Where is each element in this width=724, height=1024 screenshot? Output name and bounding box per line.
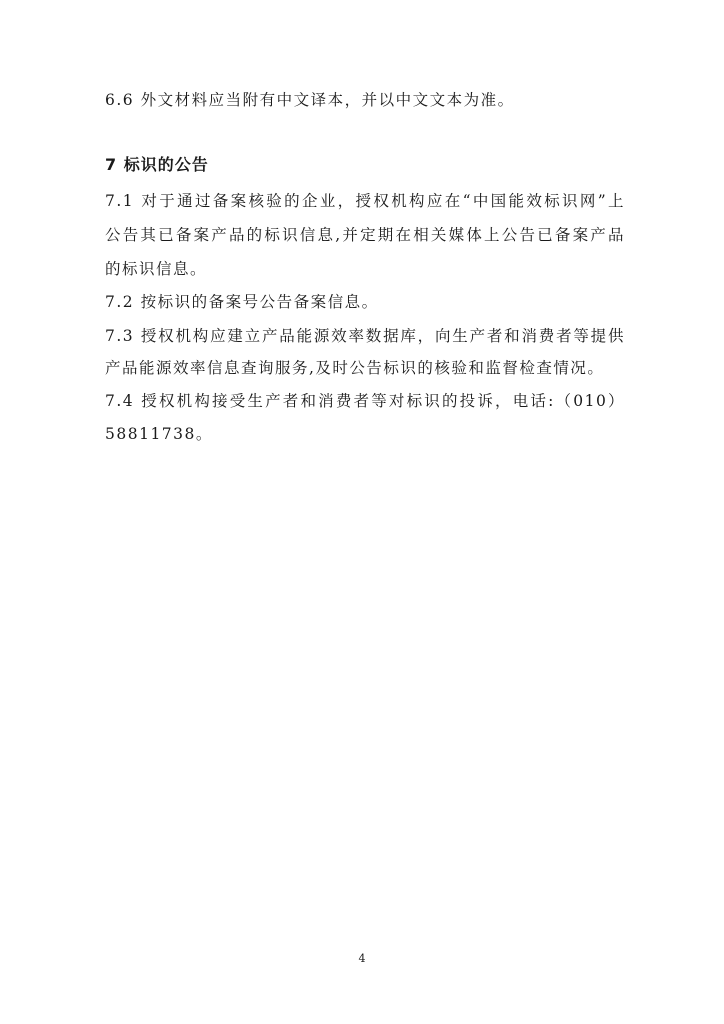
section-7-heading: 7 标识的公告 (105, 155, 209, 174)
clause-7-1-line-2: 公告其已备案产品的标识信息,并定期在相关媒体上公告已备案产品 (105, 226, 625, 244)
clause-7-3-line-1: 7.3 授权机构应建立产品能源效率数据库，向生产者和消费者等提供 (105, 327, 625, 345)
clause-7-1-line-3: 的标识信息。 (105, 260, 208, 278)
clause-7-4-line-2: 58811738。 (105, 425, 213, 443)
clause-7-3-line-2: 产品能源效率信息查询服务,及时公告标识的核验和监督检查情况。 (105, 359, 605, 377)
clause-7-2: 7.2 按标识的备案号公告备案信息。 (105, 293, 379, 311)
clause-6-6: 6.6 外文材料应当附有中文译本，并以中文文本为准。 (105, 91, 515, 109)
page-number: 4 (358, 952, 366, 965)
clause-7-4-line-1: 7.4 授权机构接受生产者和消费者等对标识的投诉，电话:（010） (105, 392, 625, 410)
clause-7-1-line-1: 7.1 对于通过备案核验的企业，授权机构应在“中国能效标识网”上 (105, 192, 625, 210)
